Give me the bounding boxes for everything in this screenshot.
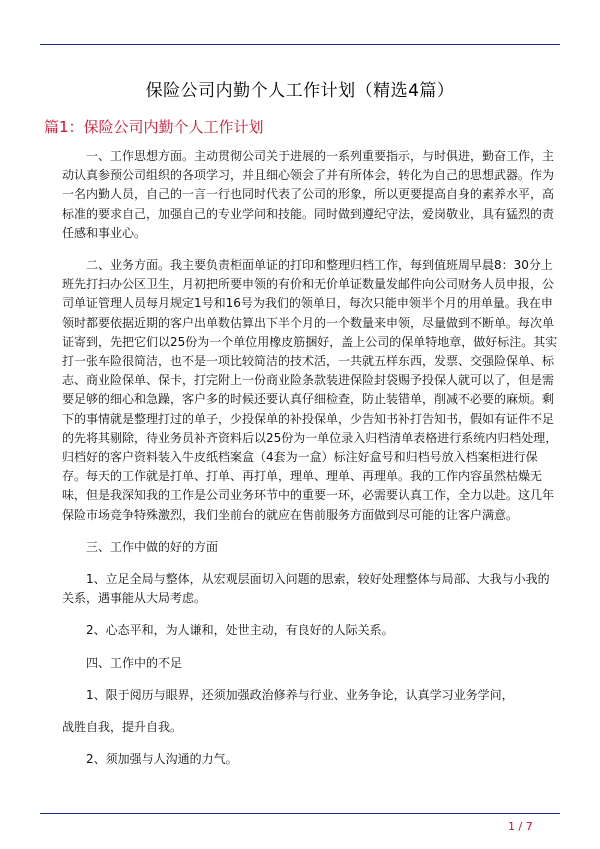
paragraph-weakness-1-cont: 战胜自我，提升自我。 xyxy=(62,720,183,735)
paragraph-weakness-heading: 四、工作中的不足 xyxy=(86,655,183,670)
document-title: 保险公司内勤个人工作计划（精选4篇） xyxy=(145,81,455,101)
section-heading: 篇1：保险公司内勤个人工作计划 xyxy=(44,118,264,136)
paragraph-business: 二、业务方面。我主要负责柜面单证的打印和整理归档工作，每到值班周早晨8：30分上班先打扫办公区卫生，月初把所要申领的有价和无价单证数量发邮件向公司财务人员申报，公司单证管理人员每月规定1号和16号为我们的领单日，每次只能申领半个月的用单量。我在申领时都要依据近期的客户出单数估算出下半个月的一个数量来申领，尽量做到不断单。每次单证寄到，先把它们以25份为一个单位用橡皮筋捆好，盖上公司的保单特地章，做好标注。其实打一张车险很简洁，也不是一项比较简洁的技术活，一共就五样东西，发票、交强险保单、标志、商业险保单、保卡，打完附上一份商业险条款装进保险封袋赐予投保人就可以了，但是需要足够的细心和急躁，客户多的时候还要认真仔细检查，防止装错单，削减不必要的麻烦。剩下的事情就是整理打过的单子，少投保单的补投保单，少告知书补打告知书，假如有证件不足的先将其剔除，待业务员补齐资料后以25份为一单位录入归档清单表格进行系统内归档处理，归档好的客户资料装入牛皮纸档案盒（4套为一盒）标注好盒号和归档号放入档案柜进行保存。每天的工作就是打单、打单、再打单，理单、理单、再理单。我的工作内容虽然枯燥无味，但是我深知我的工作是公司业务环节中的重要一环，必需要认真工作，全力以赴。这几年保险市场竞争特殊激烈，我们坐前台的就应在售前服务方面做到尽可能的让客户满意。 xyxy=(62,258,558,522)
paragraph-weakness-1: 1、限于阅历与眼界，还须加强政治修养与行业、业务争论，认真学习业务学问， xyxy=(86,687,514,702)
paragraph-work-thinking: 一、工作思想方面。主动贯彻公司关于进展的一系列重要指示，与时俱进，勤奋工作，主动认真参预公司组织的各项学习，并且细心领会了并有所体会，转化为自己的思想武器。作为一名内勤人员，自己的一言一行也同时代表了公司的形象，所以更要提高自身的素养水平，高标准的要求自己，加强自己的专业学问和技能。同时做到遵纪守法，爱岗敬业，具有猛烈的责任感和事业心。 xyxy=(62,149,555,240)
page-indicator: 1 / 7 xyxy=(508,820,533,833)
paragraph-strength-1: 1、立足全局与整体，从宏观层面切入问题的思索，较好处理整体与局部、大我与小我的关系，遇事能从大局考虑。 xyxy=(62,572,550,606)
paragraph-weakness-2: 2、须加强与人沟通的力气。 xyxy=(86,752,238,767)
footer-rule xyxy=(40,813,560,814)
paragraph-strength-2: 2、心态平和，为人谦和，处世主动，有良好的人际关系。 xyxy=(86,623,394,638)
paragraph-strengths-heading: 三、工作中做的好的方面 xyxy=(86,539,219,554)
document-body xyxy=(62,147,560,782)
header-rule xyxy=(40,44,560,45)
